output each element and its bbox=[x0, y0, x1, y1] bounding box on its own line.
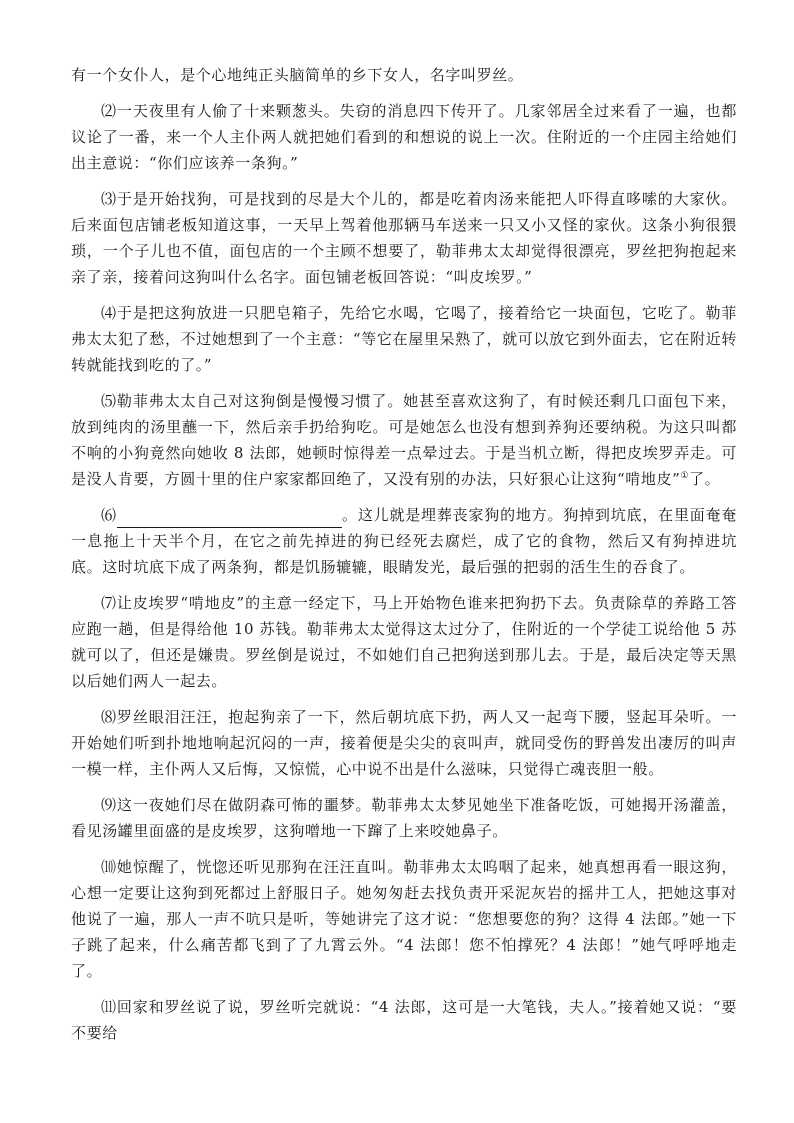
paragraph-5 bbox=[71, 388, 737, 492]
paragraph-9: ⑼这一夜她们尽在做阴森可怖的噩梦。勒菲弗太太梦见她坐下准备吃饭，可她揭开汤灌盖，看见汤罐里面盛的是皮埃罗，这狗噌地一下蹿了上来咬她鼻子。 bbox=[71, 796, 737, 840]
paragraph-7: ⑺让皮埃罗“啃地皮”的主意一经定下，马上开始物色谁来把狗扔下去。负责除草的养路工答应跑一趟，但是得给他 10 苏钱。勒菲弗太太觉得这太过分了，住附近的一个学徒工说给他 5 苏就可以了，但还是嫌贵。罗丝倒是说过，不如她们自己把狗送到那儿去。于是，最后决定等天黑以后她们两人一起去。 bbox=[71, 594, 737, 690]
paragraph-5-text: ⑸勒菲弗太太自己对这狗倒是慢慢习惯了。她甚至喜欢这狗了，有时候还剩几口面包下来，放到纯肉的汤里蘸一下，然后亲手扔给狗吃。可是她怎么也没有想到养狗还要纳税。为这只叫都不响的小狗竟然向她收 8 法郎，她顿时惊得差一点晕过去。于是当机立断，得把皮埃罗弄走。可是没人肯要，方圆十里的住户家家都回绝了，又没有别的办法，只好狠心让这狗“啃地皮” bbox=[71, 392, 737, 488]
paragraph-8: ⑻罗丝眼泪汪汪，抱起狗亲了一下，然后朝坑底下扔，两人又一起弯下腰，竖起耳朵听。一开始她们听到扑地地响起沉闷的一声，接着便是尖尖的哀叫声，就同受伤的野兽发出凄厉的叫声一模一样，主仆两人又后悔，又惊慌，心中说不出是什么滋味，只觉得亡魂丧胆一般。 bbox=[71, 708, 737, 778]
paragraph-2: ⑵一天夜里有人偷了十来颗葱头。失窃的消息四下传开了。几家邻居全过来看了一遍，也都议论了一番，来一个人主仆两人就把她们看到的和想说的说上一次。住附近的一个庄园主给她们出主意说：“你们应该养一条狗。” bbox=[71, 102, 737, 172]
footnote-marker: ① bbox=[680, 471, 690, 481]
paragraph-4: ⑷于是把这狗放进一只肥皂箱子，先给它水喝，它喝了，接着给它一块面包，它吃了。勒菲弗太太犯了愁，不过她想到了一个主意：“等它在屋里呆熟了，就可以放它到外面去，它在附近转转就能找到吃的了。” bbox=[71, 304, 737, 374]
paragraph-6-text: 。这儿就是埋葬丧家狗的地方。狗掉到坑底，在里面奄奄一息拖上十天半个月，在它之前先掉进的狗已经死去腐烂，成了它的食物，然后又有狗掉进坑底。这时坑底下成了两条狗，都是饥肠辘辘，眼睛发光，最后强的把弱的活生生的吞食了。 bbox=[71, 506, 737, 576]
paragraph-5-tail: 了。 bbox=[689, 470, 721, 488]
paragraph-6 bbox=[71, 502, 737, 580]
paragraph-10: ⑽她惊醒了，恍惚还听见那狗在汪汪直叫。勒菲弗太太呜咽了起来，她真想再看一眼这狗，心想一定要让这狗到死都过上舒服日子。她匆匆赶去找负责开采泥灰岩的摇井工人，把她这事对他说了一遍，那人一声不吭只是听，等她讲完了这才说：“您想要您的狗？这得 4 法郎。”她一下子跳了起来，什么痛苦都飞到了了九霄云外。“4 法郎！您不怕撑死？4 法郎！”她气呼呼地走了。 bbox=[71, 858, 737, 980]
paragraph-3: ⑶于是开始找狗，可是找到的尽是大个儿的，都是吃着肉汤来能把人吓得直哆嗦的大家伙。后来面包店铺老板知道这事，一天早上驾着他那辆马车送来一只又小又怪的家伙。这条小狗很猥琐，一个子儿也不值，面包店的一个主顾不想要了，勒菲弗太太却觉得很漂亮，罗丝把狗抱起来亲了亲，接着问这狗叫什么名字。面包铺老板回答说：“叫皮埃罗。” bbox=[71, 190, 737, 286]
fill-in-blank bbox=[117, 511, 342, 528]
paragraph-11: ⑾回家和罗丝说了说，罗丝听完就说：“4 法郎，这可是一大笔钱，夫人。”接着她又说：“要不要给 bbox=[71, 998, 737, 1042]
document-page bbox=[71, 62, 737, 1056]
paragraph-1: 有一个女仆人，是个心地纯正头脑简单的乡下女人，名字叫罗丝。 bbox=[71, 66, 524, 84]
paragraph-6-number: ⑹ bbox=[101, 506, 117, 524]
